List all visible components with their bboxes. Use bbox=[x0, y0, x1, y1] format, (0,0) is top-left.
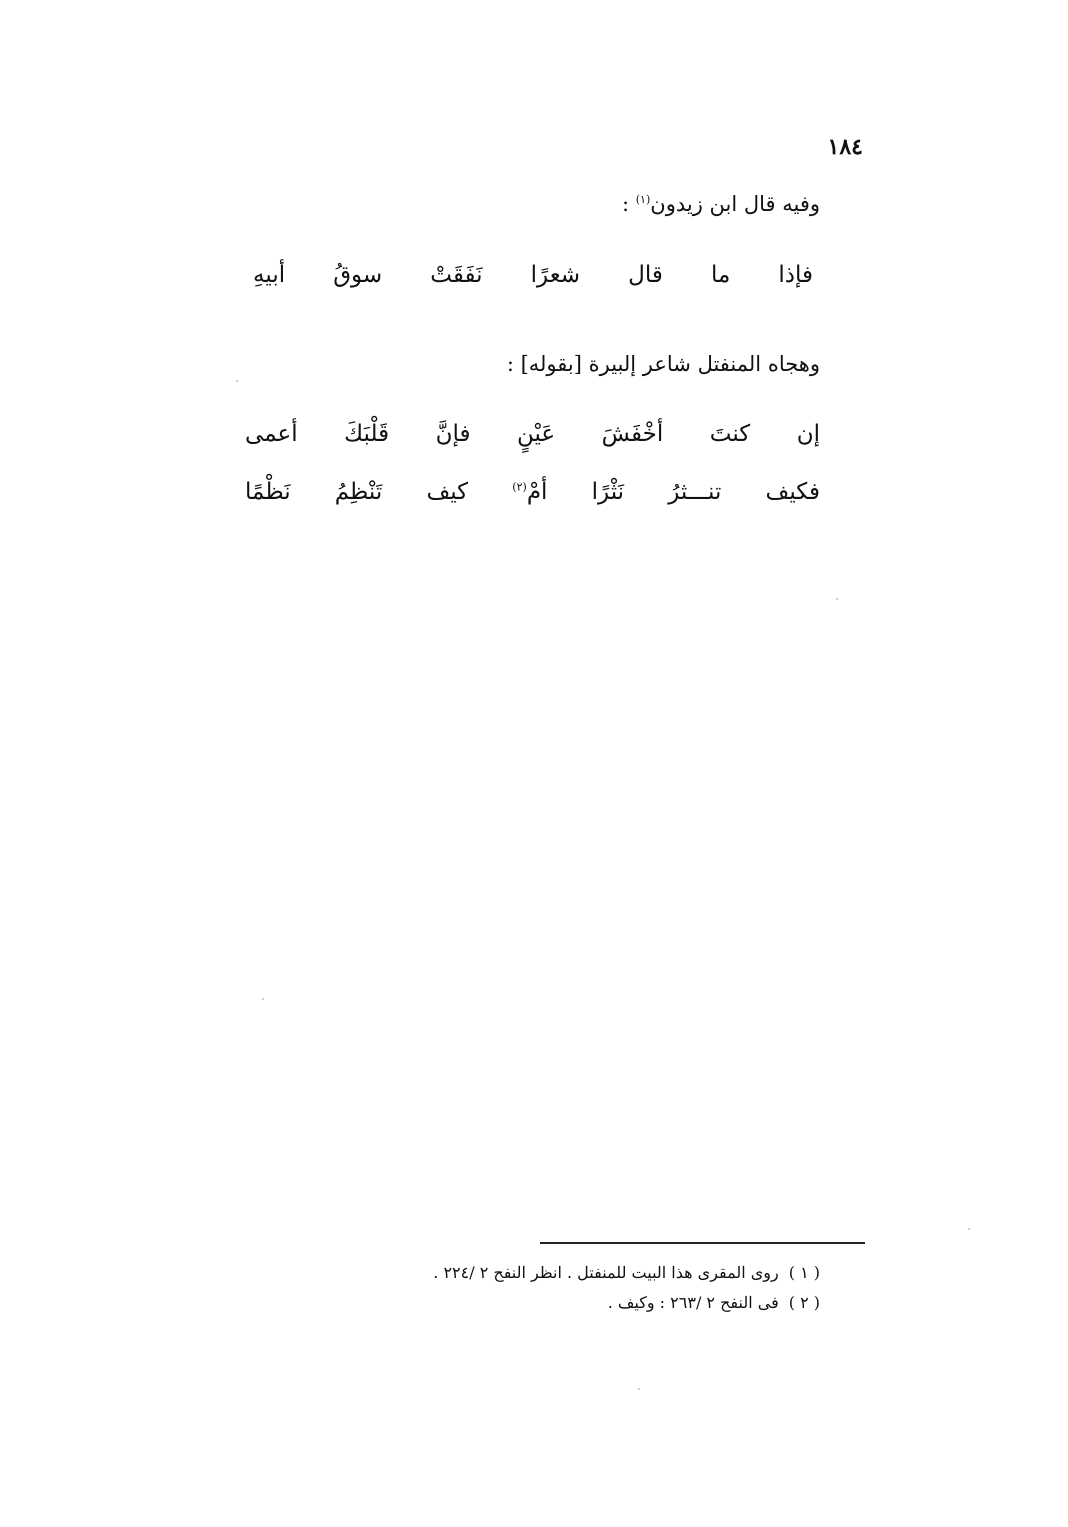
verse-word: سوقُ bbox=[333, 262, 383, 288]
verse-word: نَظْمًا bbox=[245, 479, 291, 505]
verse-word: نَفَقَتْ bbox=[430, 262, 483, 288]
verse-word: أعمى bbox=[245, 421, 298, 447]
footnote-reference-1[interactable]: (١) bbox=[635, 193, 651, 206]
verse-word: شعرًا bbox=[530, 262, 581, 288]
footnote-2 bbox=[433, 1288, 820, 1318]
verse-word: ما bbox=[710, 262, 731, 288]
verse-word: نَثْرًا bbox=[591, 479, 625, 505]
intro-text: وفيه قال ابن زيدون bbox=[650, 192, 820, 216]
scan-speck bbox=[968, 1228, 970, 1230]
verse-word: أمْ bbox=[526, 479, 548, 505]
footnote-1 bbox=[433, 1258, 820, 1288]
footnote-divider bbox=[540, 1242, 865, 1244]
verse-word: فكيف bbox=[765, 479, 820, 505]
footnotes bbox=[433, 1258, 820, 1318]
page-number: ١٨٤ bbox=[827, 134, 863, 160]
scan-speck bbox=[262, 998, 264, 1000]
verse-word: قَلْبَكَ bbox=[344, 421, 390, 447]
verse-word-with-note bbox=[512, 479, 547, 505]
verse-word: أبيهِ bbox=[253, 262, 286, 288]
intro-text: وهجاه المنفتل شاعر إلبيرة [بقوله] : bbox=[506, 352, 820, 376]
scan-speck bbox=[836, 598, 838, 600]
footnote-reference-2[interactable]: (٢) bbox=[512, 480, 527, 494]
intro-line-munfatil bbox=[507, 352, 820, 376]
verse-line-1 bbox=[253, 262, 813, 288]
verse-line-3 bbox=[245, 479, 820, 505]
verse-word: عَيْنٍ bbox=[516, 421, 556, 447]
intro-line-ibn-zaydun bbox=[622, 192, 820, 216]
verse-word: قال bbox=[628, 262, 663, 288]
scan-speck bbox=[638, 1388, 640, 1390]
intro-colon: : bbox=[621, 192, 636, 216]
verse-word: تَنْظِمُ bbox=[334, 479, 383, 505]
scan-speck bbox=[236, 380, 238, 382]
verse-word: كنتَ bbox=[709, 421, 751, 447]
verse-word: فإذا bbox=[778, 262, 813, 288]
footnote-marker: ( ١ ) bbox=[788, 1263, 820, 1282]
footnote-marker: ( ٢ ) bbox=[788, 1293, 820, 1312]
verse-word: تنـــثرُ bbox=[668, 479, 722, 505]
verse-word: أخْفَشَ bbox=[601, 421, 664, 447]
verse-word: إن bbox=[796, 421, 820, 447]
verse-word: كيف bbox=[426, 479, 469, 505]
footnote-text: روى المقرى هذا البيت للمنفتل . انظر النفح ٢ /٢٢٤ . bbox=[433, 1263, 779, 1282]
footnote-text: فى النفح ٢ /٢٦٣ : وكيف . bbox=[607, 1293, 779, 1312]
verse-line-2 bbox=[245, 421, 820, 447]
verse-word: فإنَّ bbox=[435, 421, 471, 447]
